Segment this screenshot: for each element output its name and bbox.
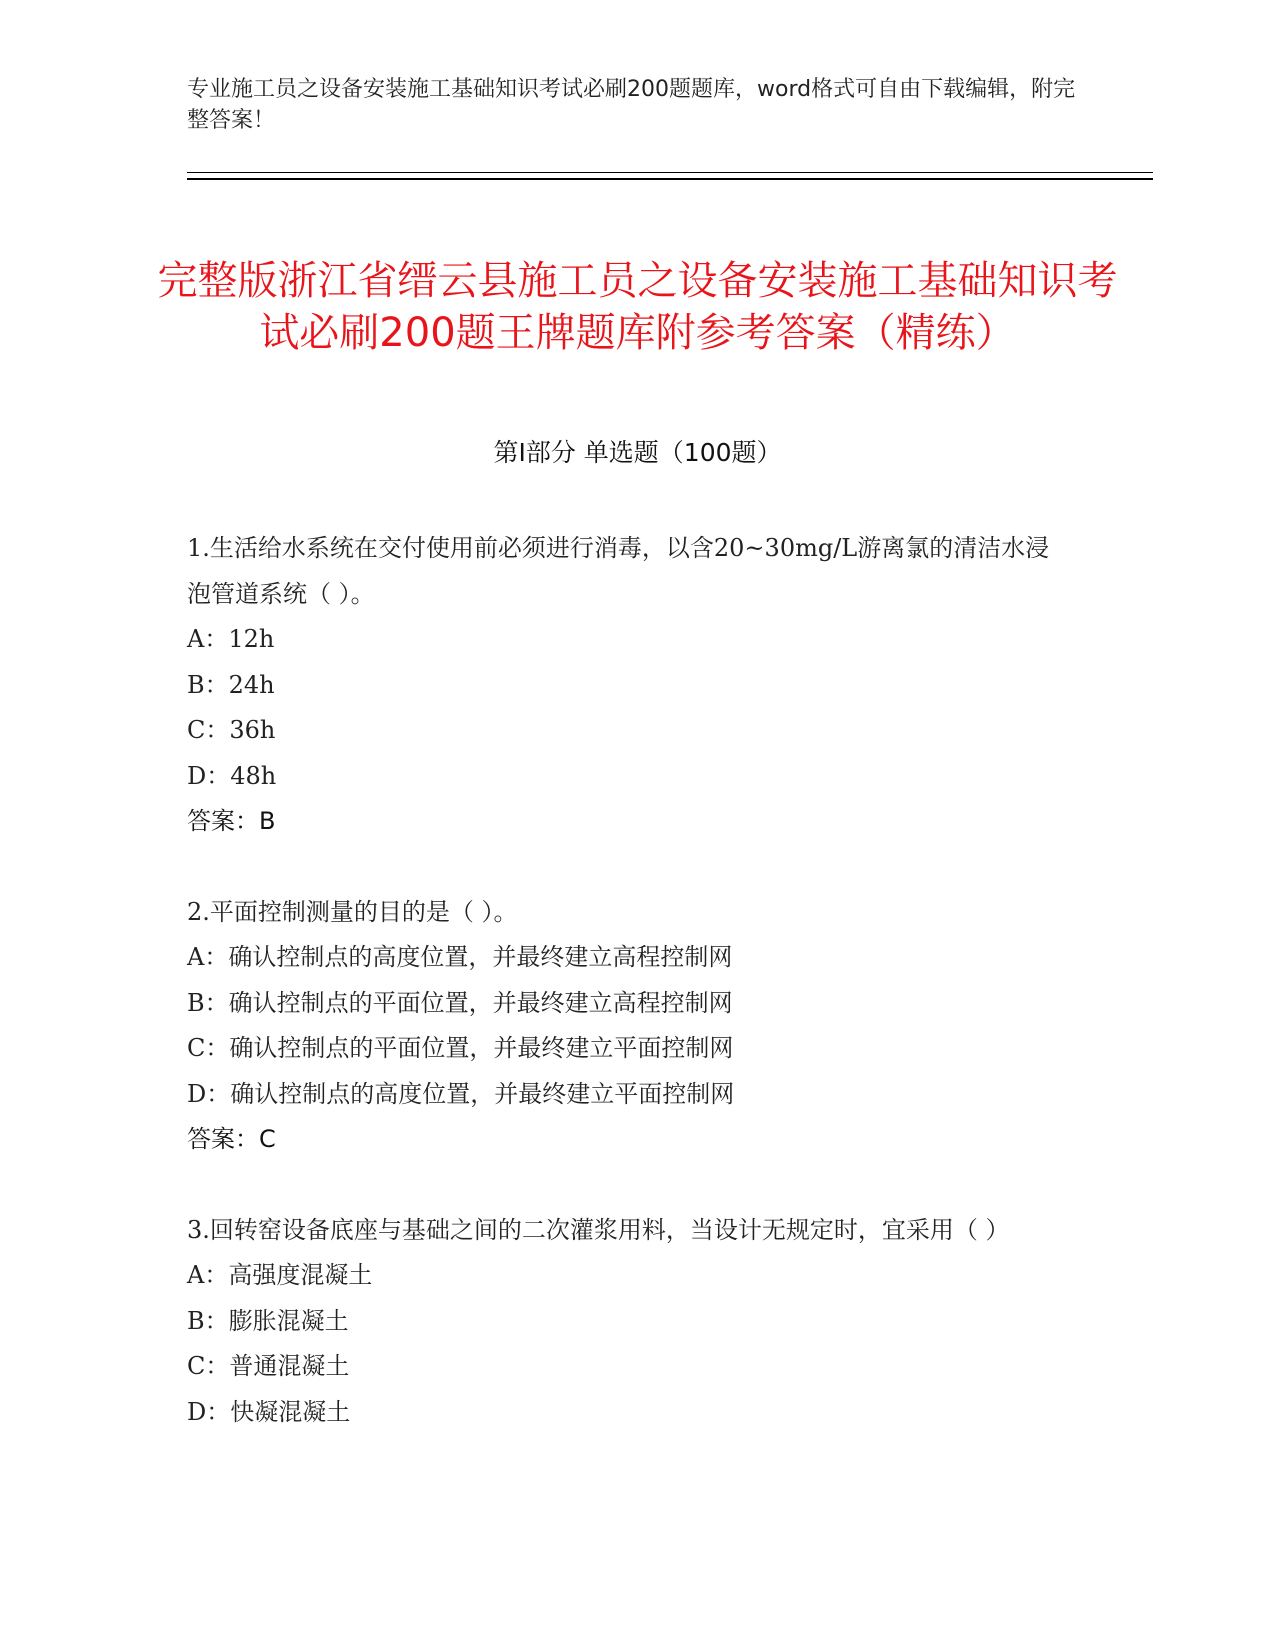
option-b: B：膨胀混凝土 (187, 1306, 349, 1335)
header-note: 专业施工员之设备安装施工基础知识考试必刷200题题库，word格式可自由下载编辑，附完整答案！ (187, 77, 1076, 133)
answer: 答案：C (187, 1125, 276, 1153)
header-divider-thick (187, 178, 1153, 180)
question-2 (187, 890, 1067, 1163)
question-1 (187, 526, 1067, 845)
question-stem: 1.生活给水系统在交付使用前必须进行消毒，以含20~30mg/L游离氯的清洁水浸泡管道系统（ ）。 (187, 534, 1050, 608)
header-divider-thin (187, 172, 1153, 173)
question-stem: 3.回转窑设备底座与基础之间的二次灌浆用料，当设计无规定时，宜采用（ ） (187, 1215, 1010, 1244)
option-b: B：24h (187, 670, 275, 699)
option-d: D：快凝混凝土 (187, 1397, 351, 1426)
answer: 答案：B (187, 807, 276, 835)
option-c: C：普通混凝土 (187, 1352, 350, 1380)
option-b: B：确认控制点的平面位置，并最终建立高程控制网 (187, 988, 733, 1017)
option-a: A：确认控制点的高度位置，并最终建立高程控制网 (187, 943, 733, 971)
question-stem: 2.平面控制测量的目的是（ ）。 (187, 897, 518, 926)
option-a: A：高强度混凝土 (187, 1261, 373, 1289)
section-title: 第Ⅰ部分 单选题（100题） (493, 438, 782, 467)
question-gap (187, 1163, 1067, 1208)
question-gap (187, 845, 1067, 890)
question-3 (187, 1208, 1067, 1436)
document-title: 完整版浙江省缙云县施工员之设备安装施工基础知识考试必刷200题王牌题库附参考答案（精练） (157, 257, 1118, 356)
option-d: D：48h (187, 761, 277, 790)
question-list (187, 526, 1067, 1435)
option-c: C：36h (187, 716, 276, 744)
option-c: C：确认控制点的平面位置，并最终建立平面控制网 (187, 1034, 734, 1062)
option-a: A：12h (187, 625, 275, 653)
option-d: D：确认控制点的高度位置，并最终建立平面控制网 (187, 1079, 735, 1108)
